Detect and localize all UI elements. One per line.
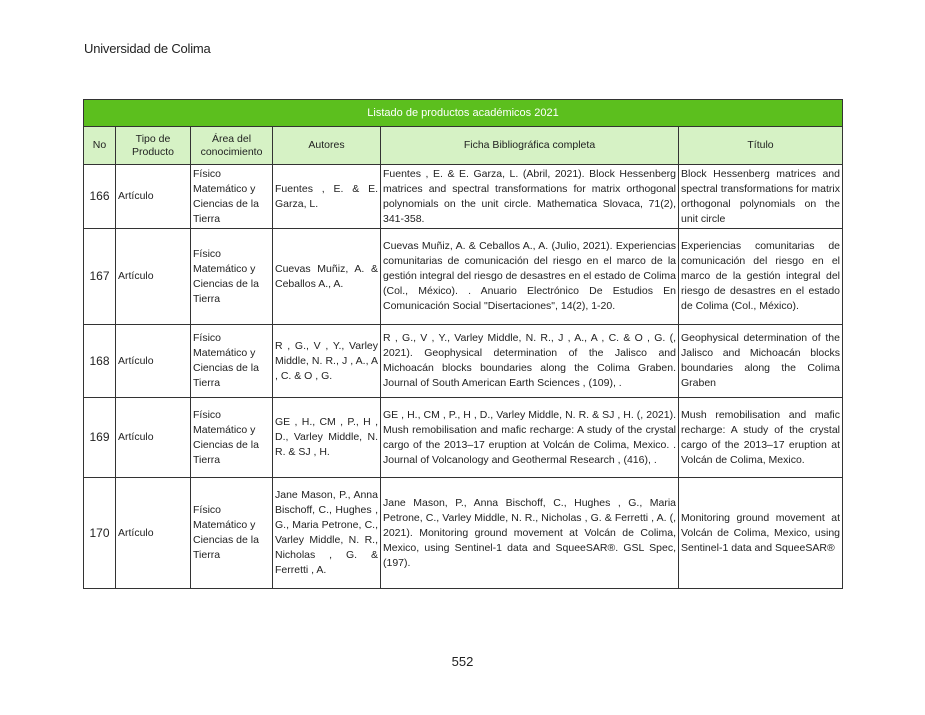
row-area: Físico Matemático y Ciencias de la Tierra (191, 398, 273, 478)
col-header-no: No (84, 127, 116, 165)
page-number: 552 (451, 654, 474, 669)
table-row (84, 165, 843, 229)
row-titulo: Mush remobilisation and mafic recharge: A study of the crystal cargo of the 2013–17 eruption at Volcán de Colima, Mexico. (679, 398, 843, 478)
institution-header: Universidad de Colima (84, 41, 211, 56)
row-autores: Cuevas Muñiz, A. & Ceballos A., A. (273, 229, 381, 325)
row-tipo: Artículo (116, 398, 191, 478)
row-number: 170 (84, 478, 116, 589)
row-tipo: Artículo (116, 325, 191, 398)
row-number: 167 (84, 229, 116, 325)
table-row (84, 398, 843, 478)
col-header-ficha: Ficha Bibliográfica completa (381, 127, 679, 165)
row-titulo: Block Hessenberg matrices and spectral transformations for matrix orthogonal polynomials on the unit circle (679, 165, 843, 229)
row-tipo: Artículo (116, 478, 191, 589)
row-ficha: Cuevas Muñiz, A. & Ceballos A., A. (Julio, 2021). Experiencias comunitarias de comunicación del riesgo en el marco de la gestión integral del riesgo de desastres en el estado de Colima (Col., México). . Anuario Electrónico De Estudios En Comunicación Social "Disertaciones", 14(2), 1-20. (381, 229, 679, 325)
row-autores: Fuentes , E. & E. Garza, L. (273, 165, 381, 229)
row-ficha: R , G., V , Y., Varley Middle, N. R., J , A., A , C. & O , G. (, 2021). Geophysical determination of the Jalisco and Michoacán blocks boundaries along the Colima Graben. Journal of South American Earth Sciences , (109), . (381, 325, 679, 398)
row-area: Físico Matemático y Ciencias de la Tierra (191, 165, 273, 229)
row-number: 168 (84, 325, 116, 398)
col-header-area: Área del conocimiento (191, 127, 273, 165)
row-area: Físico Matemático y Ciencias de la Tierra (191, 229, 273, 325)
row-number: 166 (84, 165, 116, 229)
table-row (84, 325, 843, 398)
col-header-tipo: Tipo de Producto (116, 127, 191, 165)
row-titulo: Geophysical determination of the Jalisco and Michoacán blocks boundaries along the Colima Graben (679, 325, 843, 398)
row-titulo: Monitoring ground movement at Volcán de Colima, Mexico, using Sentinel-1 data and SqueeSAR® (679, 478, 843, 589)
col-header-autores: Autores (273, 127, 381, 165)
row-ficha: GE , H., CM , P., H , D., Varley Middle, N. R. & SJ , H. (, 2021). Mush remobilisation and mafic recharge: A study of the crystal cargo of the 2013–17 eruption at Volcán de Colima, Mexico. . Journal of Volcanology and Geothermal Research , (416), . (381, 398, 679, 478)
row-tipo: Artículo (116, 229, 191, 325)
table-row (84, 478, 843, 589)
row-ficha: Jane Mason, P., Anna Bischoff, C., Hughes , G., Maria Petrone, C., Varley Middle, N. R., Nicholas , G. & Ferretti , A. (, 2021). Monitoring ground movement at Volcán de Colima, Mexico, using Sentinel-1 data and SqueeSAR®. GSL Spec, (197). (381, 478, 679, 589)
table-row (84, 229, 843, 325)
row-tipo: Artículo (116, 165, 191, 229)
row-autores: Jane Mason, P., Anna Bischoff, C., Hughes , G., Maria Petrone, C., Varley Middle, N. R., Nicholas , G. & Ferretti , A. (273, 478, 381, 589)
row-titulo: Experiencias comunitarias de comunicación del riesgo en el marco de la gestión integral del riesgo de desastres en el estado de Colima (Col., México). (679, 229, 843, 325)
row-area: Físico Matemático y Ciencias de la Tierra (191, 478, 273, 589)
row-area: Físico Matemático y Ciencias de la Tierra (191, 325, 273, 398)
products-table (83, 99, 843, 589)
row-number: 169 (84, 398, 116, 478)
table-title: Listado de productos académicos 2021 (84, 100, 843, 127)
column-header-row (84, 127, 843, 165)
row-ficha: Fuentes , E. & E. Garza, L. (Abril, 2021). Block Hessenberg matrices and spectral transformations for matrix orthogonal polynomials on the unit circle. Mathematica Slovaca, 71(2), 341-358. (381, 165, 679, 229)
row-autores: GE , H., CM , P., H , D., Varley Middle, N. R. & SJ , H. (273, 398, 381, 478)
row-autores: R , G., V , Y., Varley Middle, N. R., J , A., A , C. & O , G. (273, 325, 381, 398)
col-header-titulo: Título (679, 127, 843, 165)
